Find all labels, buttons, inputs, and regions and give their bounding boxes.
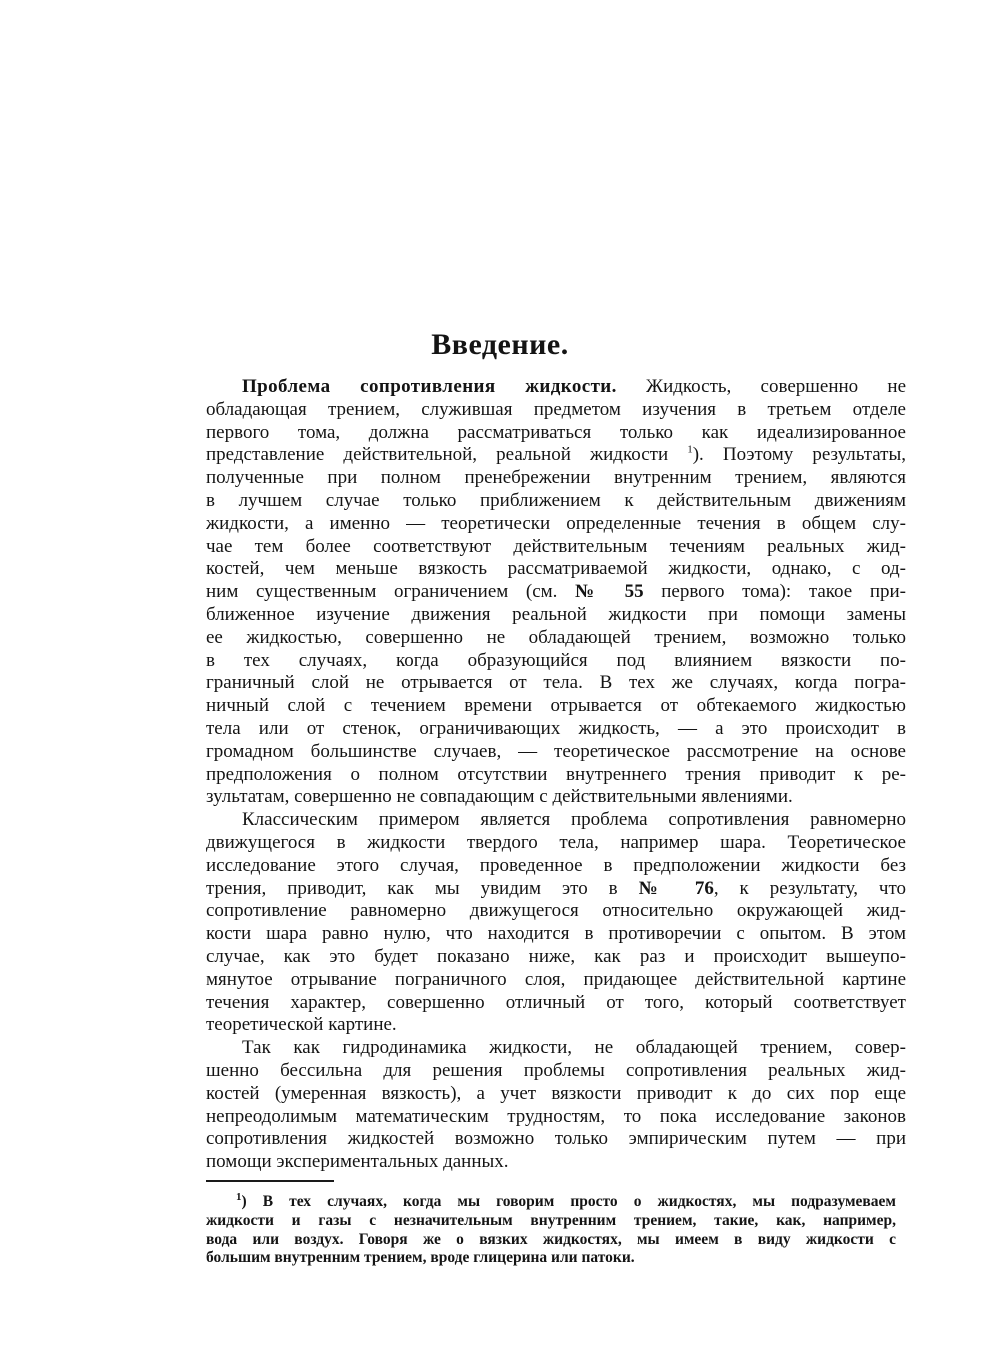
text-line: чае тем более соответствуют действительным течениям реальных жид- [206,535,906,557]
text-line: обладающая трением, служившая предметом изучения в третьем отделе [206,398,906,420]
footnote-mark: 1 [236,1193,242,1203]
text-line: ничный слой с течением времени отрывается от обтекаемого жидкостью [206,695,906,717]
text-line: кости шара равно нулю, что находится в противоречии с опытом. В этом [206,923,906,945]
text-line: ним существенным ограничением (см. № 55 первого тома): такое при- [206,581,906,603]
text-line: ближенное изучение движения реальной жидкости при помощи замены [206,603,906,625]
paragraph-2 [206,809,906,1037]
text-line: течения характер, совершенно отличный от того, который соответствует [206,991,906,1013]
text-line: представление действительной, реальной жидкости $^1$). Поэтому результаты, [206,444,906,466]
text-line: в тех случаях, когда образующийся под влиянием вязкости по- [206,649,906,671]
text-line: полученные при полном пренебрежении внутренним трением, являются [206,467,906,489]
footnote-line: вода или воздух. Говоря же о вязких жидкостях, мы имеем в виду жидкости с [206,1230,896,1248]
text-line: теоретической картине. [206,1014,397,1036]
text-line: помощи экспериментальных данных. [206,1151,509,1173]
text-line: трения, приводит, как мы увидим это в № 76, к результату, что [206,877,906,899]
main-text [206,376,906,1174]
text-line: в лучшем случае только приближением к действительным движениям [206,489,906,511]
section-run-in-heading: Проблема сопротивления жидкости. [242,376,617,397]
text-line: громадном большинстве случаев, — теоретическое рассмотрение на основе [206,740,906,762]
text-line: зультатам, совершенно не совпадающим с действительными явлениями. [206,786,793,808]
footnote-reference: 1 [687,444,693,457]
text-line: шенно бессильна для решения проблемы сопротивления реальных жид- [206,1059,906,1081]
text-line: Проблема сопротивления жидкости. Жидкость, совершенно не [242,376,906,397]
text-line: Так как гидродинамика жидкости, не обладающей трением, совер- [242,1037,906,1059]
text-line: костей (умеренная вязкость), а учет вязкости приводит к до сих пор еще [206,1082,906,1104]
text-line: костей, чем меньше вязкость рассматриваемой жидкости, однако, с од- [206,558,906,580]
section-reference: № 55 [575,581,644,603]
footnote [206,1193,896,1268]
page-title: Введение. [431,328,569,361]
text-line: исследование этого случая, проведенное в предположении жидкости без [206,854,906,876]
footnote-divider [206,1180,334,1182]
text-line: тела или от стенок, ограничивающих жидкость, — а это происходит в [206,717,906,739]
footnote-line: большим внутренним трением, вроде глицерина или патоки. [206,1249,635,1267]
text-line: случае, как это будет показано ниже, как раз и происходит вышеупо- [206,945,906,967]
text-line: граничный слой не отрывается от тела. В тех же случаях, когда погра- [206,672,906,694]
footnote-line: $^1$) В тех случаях, когда мы говорим просто о жидкостях, мы подразумеваем [206,1193,896,1212]
text-line: первого тома, должна рассматриваться только как идеализированное [206,421,906,443]
text-line: движущегося в жидкости твердого тела, например шара. Теоретическое [206,831,906,853]
paragraph-3 [206,1037,906,1174]
text-line: ее жидкостью, совершенно не обладающей трением, возможно только [206,626,906,648]
text-line: предположения о полном отсутствии внутреннего трения приводит к ре- [206,763,906,785]
text-line: жидкости, а именно — теоретически определенные течения в общем слу- [206,512,906,534]
text-line: сопротивления жидкостей возможно только эмпирическим путем — при [206,1128,906,1150]
text-line: непреодолимым математическим трудностям, то пока исследование законов [206,1105,906,1127]
text-line: Классическим примером является проблема сопротивления равномерно [242,809,906,831]
text-line: сопротивление равномерно движущегося относительно окружающей жид- [206,900,906,922]
footnote-line: жидкости и газы с незначительным внутренним трением, такие, как, например, [206,1211,896,1229]
text-line: мянутое отрывание пограничного слоя, придающее действительной картине [206,968,906,990]
section-reference: № 76 [638,877,714,899]
paragraph-1 [206,376,906,809]
